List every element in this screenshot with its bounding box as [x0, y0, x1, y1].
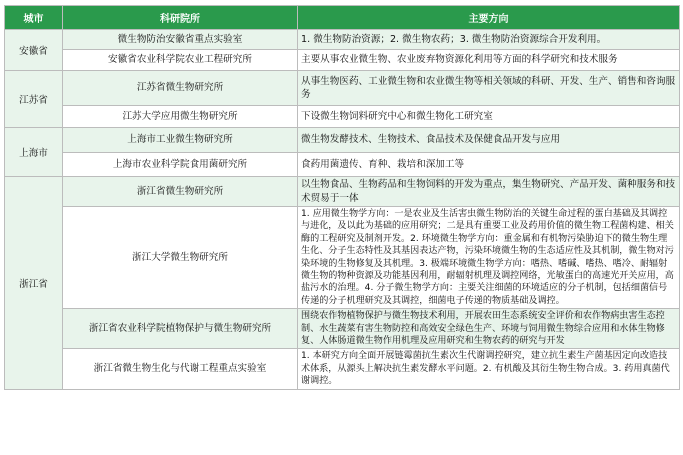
table-row: [5, 207, 680, 309]
city-cell: 上海市: [5, 128, 63, 177]
direction-cell: 微生物发酵技术、生物技术、食品技术及保健食品开发与应用: [298, 128, 680, 153]
direction-cell: 从事生物医药、工业微生物和农业微生物等相关领域的科研、开发、生产、销售和咨询服务: [298, 71, 680, 106]
direction-cell: 围绕农作物植物保护与微生物技术利用，开展农田生态系统安全评价和农作物病虫害生态控制、水生蔬菜有害生物防控和高效安全绿色生产、环境与饲用微生物综合应用和水体生物修复、人体肠道微生物作用机理及应用研究和生物农药的研究与开发: [298, 309, 680, 349]
table-row: [5, 349, 680, 389]
institute-cell: 浙江省微生物生化与代谢工程重点实验室: [63, 349, 298, 389]
direction-cell: 主要从事农业微生物、农业废弃物资源化利用等方面的科学研究和技术服务: [298, 50, 680, 71]
institute-cell: 安徽省农业科学院农业工程研究所: [63, 50, 298, 71]
institute-cell: 浙江大学微生物研究所: [63, 207, 298, 309]
institute-cell: 上海市农业科学院食用菌研究所: [63, 153, 298, 177]
direction-cell: 1. 微生物防治资源；2. 微生物农药；3. 微生物防治资源综合开发利用。: [298, 30, 680, 50]
city-cell: 江苏省: [5, 71, 63, 128]
header-direction: 主要方向: [298, 6, 680, 30]
institute-cell: 江苏大学应用微生物研究所: [63, 106, 298, 128]
table-row: [5, 71, 680, 106]
table-row: [5, 30, 680, 50]
table-header-row: [5, 6, 680, 30]
direction-cell: 食药用菌遗传、育种、栽培和深加工等: [298, 153, 680, 177]
institute-cell: 上海市工业微生物研究所: [63, 128, 298, 153]
table-row: [5, 309, 680, 349]
header-institute: 科研院所: [63, 6, 298, 30]
table-row: [5, 128, 680, 153]
direction-cell: 下设微生物饲料研究中心和微生物化工研究室: [298, 106, 680, 128]
direction-cell: 1. 本研究方向全面开展链霉菌抗生素次生代谢调控研究，建立抗生素生产菌基因定向改造技术体系，从源头上解决抗生素发酵水平问题。2. 有机酸及其衍生物生物合成。3. 药用真菌代谢调控。: [298, 349, 680, 389]
institute-cell: 浙江省微生物研究所: [63, 177, 298, 207]
direction-cell: 以生物食品、生物药品和生物饲料的开发为重点，集生物研究、产品开发、菌种服务和技术贸易于一体: [298, 177, 680, 207]
institutes-table: [4, 5, 680, 390]
city-cell: 浙江省: [5, 177, 63, 390]
header-city: 城市: [5, 6, 63, 30]
institute-cell: 江苏省微生物研究所: [63, 71, 298, 106]
table-row: [5, 106, 680, 128]
table-row: [5, 50, 680, 71]
direction-cell: 1. 应用微生物学方向：一是农业及生活害虫微生物防治的关键生命过程的蛋白基础及其调控与进化，及以此为基础的应用研究；二是具有重要工业及药用价值的微生物工程菌构建、相关酶的工程研究及制剂开发。2. 环境微生物学方向：重金属和有机物污染胁迫下的微生物生理生化、分子生态特性及其基因表达产物，污染环境微生物的生态适应性及其机制，微生物对污染环境的生物修复及其机理。3. 极端环境微生物学方向：嗜热、嗜碱、嗜热、嗜冷、耐辐射微生物的物种资源及功能基因利用，耐辐射机理及调控网络，光敏蛋白的高速光开关应用，高盐污水的治理。4. 分子微生物学方向：主要关注细菌的环境适应的分子机制，包括细菌信号传递的分子机理研究及其调控，细菌电子传递的物质基础及调控。: [298, 207, 680, 309]
table-row: [5, 177, 680, 207]
institute-cell: 浙江省农业科学院植物保护与微生物研究所: [63, 309, 298, 349]
city-cell: 安徽省: [5, 30, 63, 71]
table-row: [5, 153, 680, 177]
institute-cell: 微生物防治安徽省重点实验室: [63, 30, 298, 50]
